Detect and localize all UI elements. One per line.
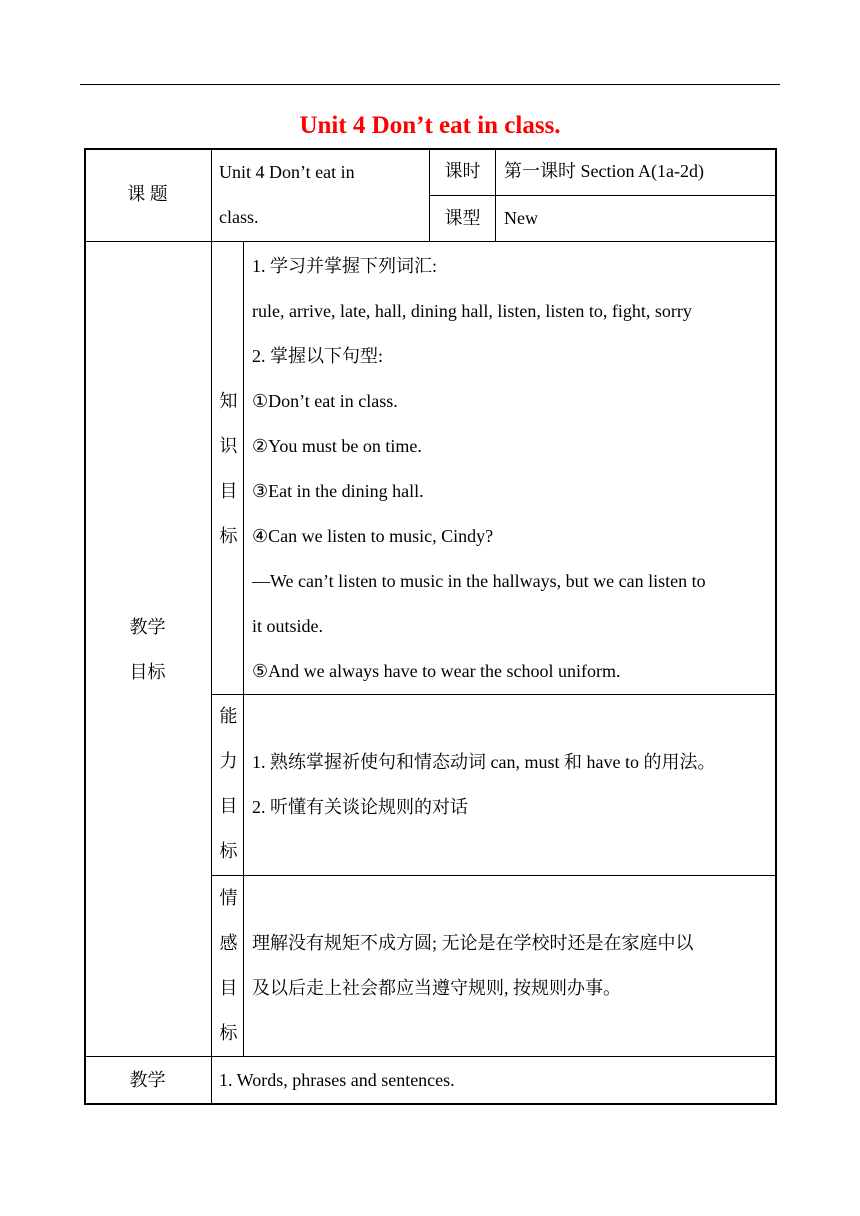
knowledge-label-char: 知: [219, 391, 238, 411]
ability-label-char: 标: [219, 841, 238, 861]
topic-value-line1: Unit 4 Don’t eat in: [219, 162, 355, 182]
content-label: 教学: [129, 1070, 166, 1090]
knowledge-line: ⑤And we always have to wear the school uniform.: [252, 661, 621, 681]
knowledge-label-char: 目: [219, 481, 238, 501]
ability-line: 2. 听懂有关谈论规则的对话: [252, 797, 468, 817]
divider-objectives-content: [84, 1056, 777, 1057]
ability-label-char: 目: [219, 796, 238, 816]
divider-knowledge-ability: [211, 694, 775, 695]
knowledge-objectives-text: [252, 244, 706, 694]
knowledge-line: 1. 学习并掌握下列词汇:: [252, 256, 438, 276]
table-border-right: [775, 148, 777, 1105]
emotion-line: 及以后走上社会都应当遵守规则, 按规则办事。: [252, 978, 621, 998]
emotion-label-char: 标: [219, 1023, 238, 1043]
knowledge-line: ②You must be on time.: [252, 436, 422, 456]
knowledge-line: it outside.: [252, 616, 323, 636]
knowledge-line: 2. 掌握以下句型:: [252, 346, 384, 366]
objectives-label-line1: 教学: [129, 617, 166, 637]
emotion-label-char: 感: [219, 933, 238, 953]
objectives-label-line2: 目标: [129, 662, 166, 682]
knowledge-label-char: 识: [219, 436, 238, 456]
content-value: 1. Words, phrases and sentences.: [219, 1070, 455, 1090]
knowledge-line: ①Don’t eat in class.: [252, 391, 398, 411]
document-title: Unit 4 Don’t eat in class.: [299, 112, 561, 139]
table-border-bottom: [84, 1103, 777, 1105]
knowledge-label-char: 标: [219, 526, 238, 546]
ability-label-char: 能: [219, 706, 238, 726]
type-value: New: [504, 208, 538, 228]
knowledge-line: rule, arrive, late, hall, dining hall, listen, listen to, fight, sorry: [252, 301, 692, 321]
knowledge-line: —We can’t listen to music in the hallways, but we can listen to: [252, 571, 706, 591]
divider-ability-emotion: [211, 875, 775, 876]
emotion-objectives-text: [252, 921, 694, 1011]
divider-header-row: [84, 241, 777, 242]
type-label: 课型: [444, 208, 481, 228]
period-value: 第一课时 Section A(1a-2d): [504, 161, 704, 181]
lesson-plan-table: [84, 148, 777, 1105]
divider-label-col: [211, 148, 212, 1105]
emotion-line: 理解没有规矩不成方圆; 无论是在学校时还是在家庭中以: [252, 933, 694, 953]
ability-label-char: 力: [219, 751, 238, 771]
period-label: 课时: [444, 161, 481, 181]
ability-objectives-text: [252, 740, 715, 830]
knowledge-line: ④Can we listen to music, Cindy?: [252, 526, 494, 546]
header-rule: [80, 84, 780, 85]
topic-value-line2: class.: [219, 207, 259, 227]
emotion-label-char: 情: [219, 888, 238, 908]
knowledge-line: ③Eat in the dining hall.: [252, 481, 424, 501]
topic-label: 课 题: [127, 184, 168, 204]
emotion-label-char: 目: [219, 978, 238, 998]
ability-line: 1. 熟练掌握祈使句和情态动词 can, must 和 have to 的用法。: [252, 752, 716, 772]
